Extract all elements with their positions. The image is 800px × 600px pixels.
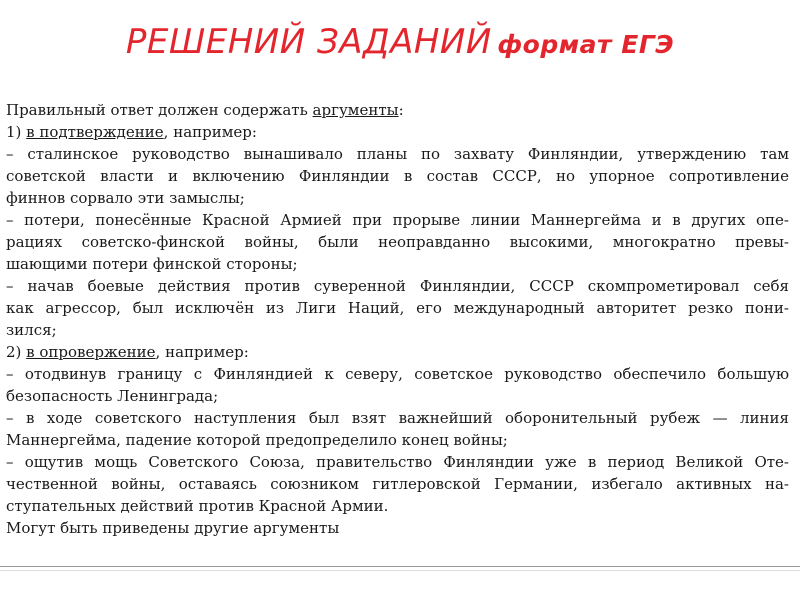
bottom-divider-shadow (0, 570, 800, 571)
title-subtitle: формат ЕГЭ (497, 30, 675, 59)
intro-prefix: Правильный ответ должен содержать (6, 101, 313, 119)
argument-line: Маннергейма, падение которой предопределило конец войны; (6, 431, 508, 449)
argument-line: – сталинское руководство вынашивало планы по захвату Финляндии, утверждению там (6, 145, 789, 163)
argument-line: безопасность Ленинграда; (6, 387, 219, 405)
refute-argument (6, 363, 789, 407)
argument-line: зился; (6, 321, 57, 339)
argument-line: чественной войны, оставаясь союзником гитлеровской Германии, избегало активных на- (6, 475, 789, 493)
argument-line: финнов сорвало эти замыслы; (6, 189, 245, 207)
argument-line: – потери, понесённые Красной Армией при прорыве линии Маннергейма и в других опе- (6, 211, 789, 229)
refute-argument (6, 451, 789, 517)
argument-line: советской власти и включению Финляндии в состав СССР, но упорное сопротивление (6, 167, 789, 185)
refute-heading (6, 341, 789, 363)
title-main: РЕШЕНИЙ ЗАДАНИЙ (125, 22, 492, 62)
page-title (0, 22, 800, 62)
confirm-argument (6, 143, 789, 209)
refute-argument (6, 407, 789, 451)
bottom-divider (0, 566, 800, 567)
refute-number: 2) (6, 343, 27, 361)
argument-line: – отодвинув границу с Финляндией к северу, советское руководство обеспечило большую (6, 365, 789, 383)
argument-line: шающими потери финской стороны; (6, 255, 298, 273)
argument-line: – в ходе советского наступления был взят важнейший оборонительный рубеж — линия (6, 409, 789, 427)
confirm-argument (6, 275, 789, 341)
argument-line: – начав боевые действия против суверенной Финляндии, СССР скомпрометировал себя (6, 277, 789, 295)
intro-line (6, 99, 789, 121)
answer-document (6, 99, 789, 539)
confirm-number: 1) (6, 123, 27, 141)
confirm-heading (6, 121, 789, 143)
argument-line: как агрессор, был исключён из Лиги Наций, его международный авторитет резко пони- (6, 299, 789, 317)
argument-line: – ощутив мощь Советского Союза, правительство Финляндии уже в период Великой Оте- (6, 453, 789, 471)
confirm-keyword: в подтверждение (26, 123, 164, 141)
argument-line: ступательных действий против Красной Армии. (6, 497, 389, 515)
intro-suffix: : (398, 101, 404, 119)
intro-keyword: аргументы (312, 101, 399, 119)
closing-line: Могут быть приведены другие аргументы (6, 519, 340, 537)
refute-suffix: , например: (155, 343, 249, 361)
refute-keyword: в опровержение (26, 343, 156, 361)
argument-line: рациях советско-финской войны, были неоправданно высокими, многократно превы- (6, 233, 789, 251)
confirm-argument (6, 209, 789, 275)
confirm-suffix: , например: (163, 123, 257, 141)
